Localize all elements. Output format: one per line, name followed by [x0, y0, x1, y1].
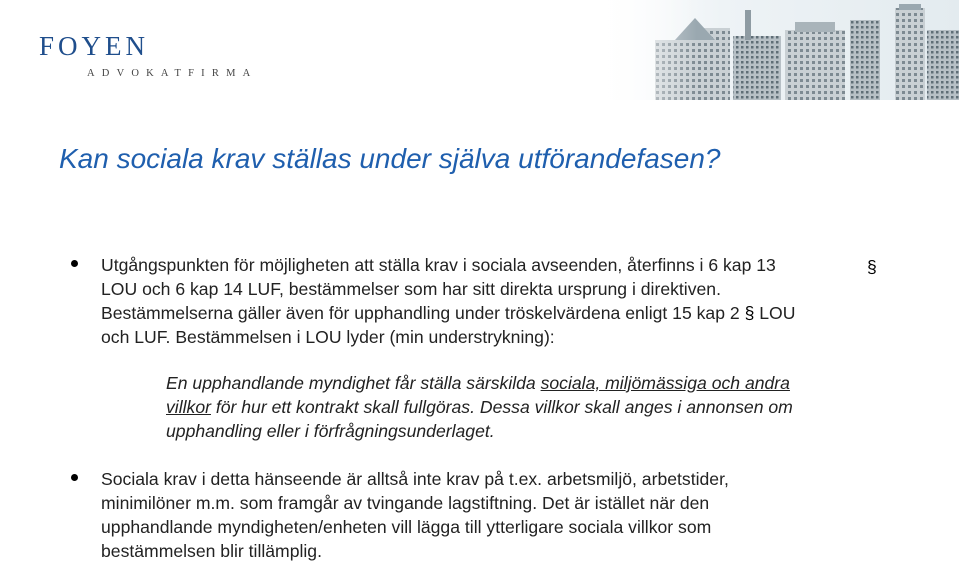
quote-line-1 — [166, 371, 906, 395]
bullet-item-2 — [101, 467, 901, 563]
section-symbol: § — [867, 257, 877, 277]
quote-line-1-text: En upphandlande myndighet får ställa särskilda — [166, 373, 541, 393]
bullet-dot — [71, 260, 78, 267]
quote-line-2-text: för hur ett kontrakt skall fullgöras. Dessa villkor skall anges i annonsen om — [210, 397, 793, 417]
quote-line-2 — [166, 395, 906, 419]
bullet-1-line-1: Utgångspunkten för möjligheten att ställa krav i sociala avseenden, återfinns i 6 kap 13 — [101, 255, 776, 275]
quote-underlined-2: villkor — [166, 397, 211, 417]
logo — [39, 33, 257, 80]
bullet-2-line-3: upphandlande myndigheten/enheten vill lägga till ytterligare sociala villkor som — [101, 517, 712, 537]
bullet-2-line-1: Sociala krav i detta hänseende är alltså inte krav på t.ex. arbetsmiljö, arbetstider, — [101, 469, 729, 489]
bullet-1-line-2: LOU och 6 kap 14 LUF, bestämmelser som har sitt direkta ursprung i direktiven. — [101, 279, 721, 299]
quoted-law-text — [166, 371, 906, 443]
section-symbol: § — [744, 303, 755, 323]
bullet-2-line-4: bestämmelsen blir tillämplig. — [101, 541, 322, 561]
quote-line-3: upphandling eller i förfrågningsunderlaget. — [166, 421, 495, 441]
bullet-dot — [71, 474, 78, 481]
bullet-1-line-3-text: Bestämmelserna gäller även för upphandling under tröskelvärdena enligt 15 kap 2 — [101, 303, 740, 323]
bullet-1-line-4: och LUF. Bestämmelsen i LOU lyder (min understrykning): — [101, 327, 555, 347]
bullet-1-line-3-tail: LOU — [759, 303, 796, 323]
bullet-1-line-3 — [101, 301, 901, 325]
quote-underlined-1: sociala, miljömässiga och andra — [540, 373, 790, 393]
slide-title: Kan sociala krav ställas under själva utförandefasen? — [59, 143, 721, 174]
logo-subtitle: ADVOKATFIRMA — [87, 68, 258, 79]
logo-wordmark: FOYEN — [39, 31, 150, 61]
bullet-item-1 — [101, 253, 901, 349]
city-skyline-image — [595, 0, 959, 100]
bullet-2-line-2: minimilöner m.m. som framgår av tvingande lagstiftning. Det är istället när den — [101, 493, 710, 513]
